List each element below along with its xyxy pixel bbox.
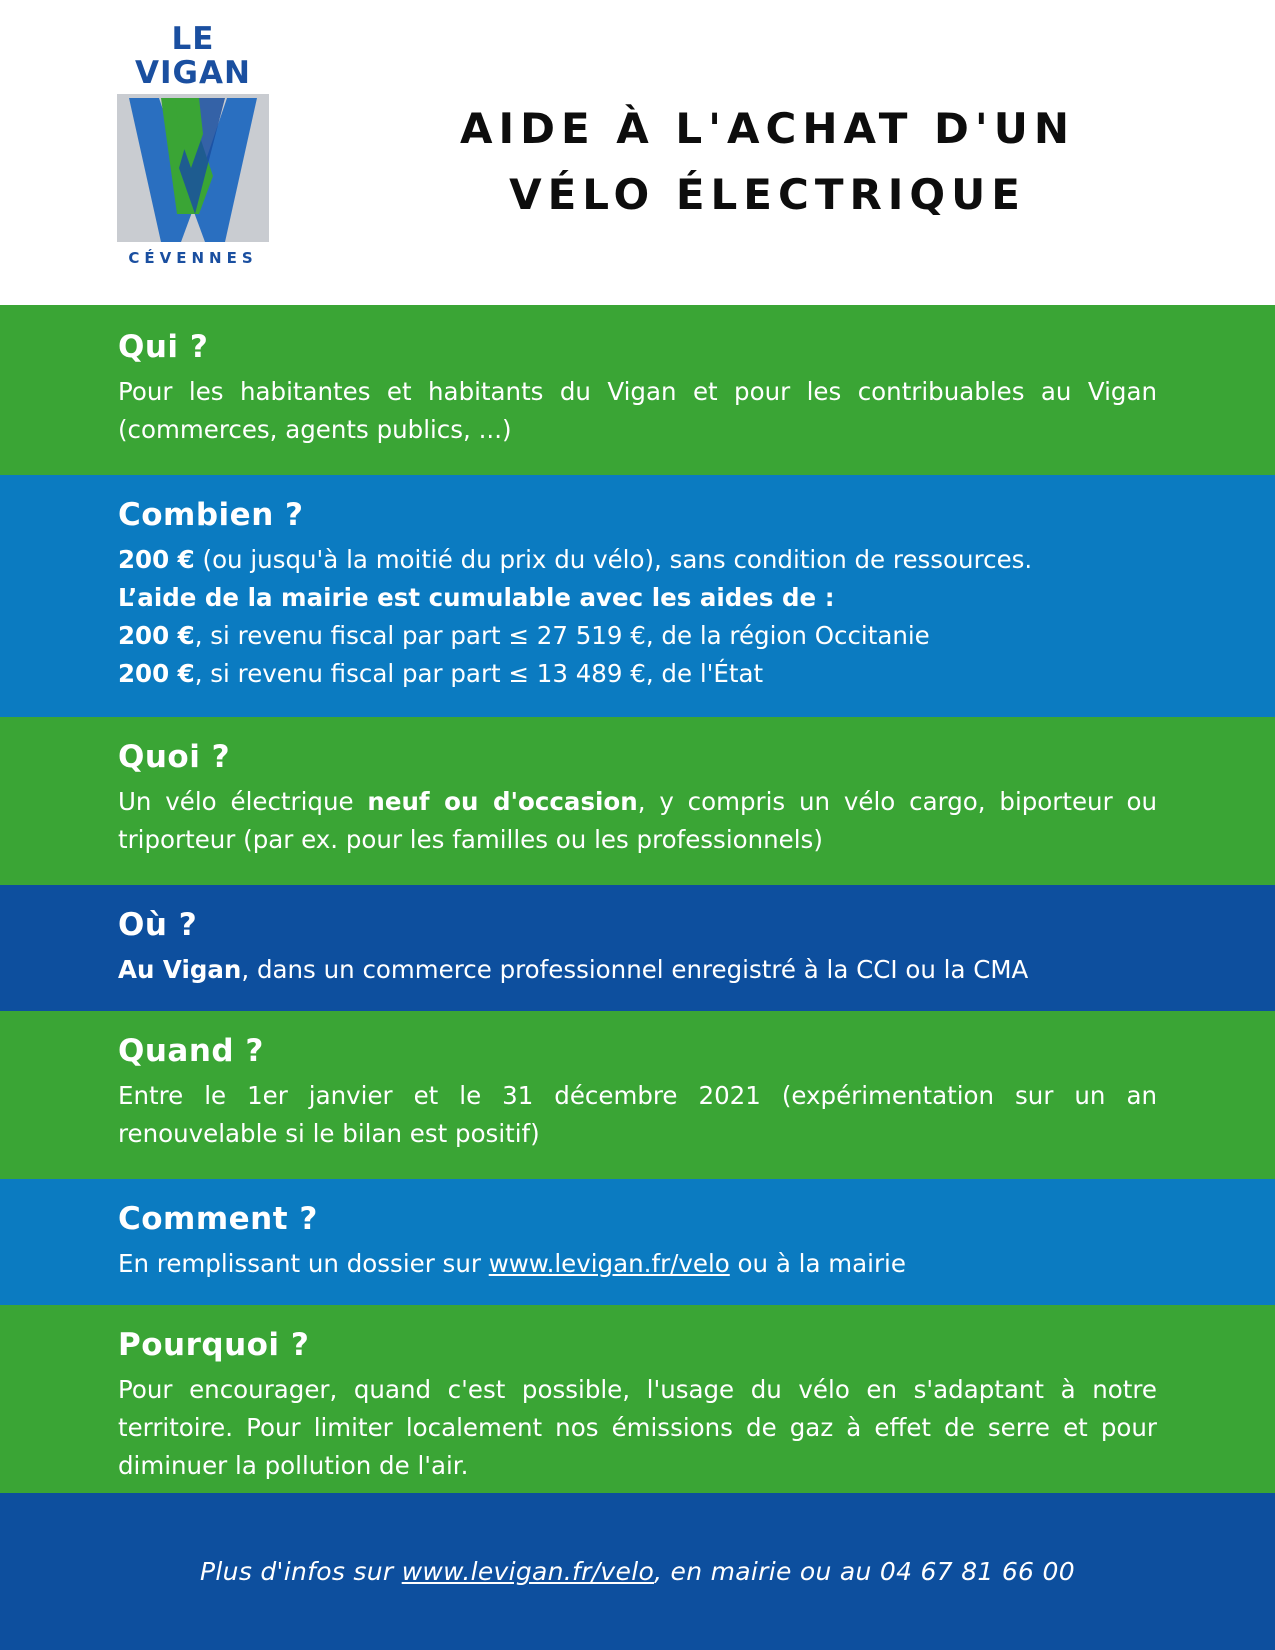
logo-mark [117,94,269,242]
logo-v-shapes [117,94,269,242]
section-comment-text [118,1245,1157,1283]
section-qui [0,305,1275,475]
page-title [300,96,1235,228]
quoi-text-after: , y compris un vélo cargo, biporteur ou triporteur (par ex. pour les familles ou les professionnels) [118,787,1157,854]
section-pourquoi [0,1305,1275,1525]
footer-text-after: , en mairie ou au 04 67 81 66 00 [654,1557,1075,1586]
comment-text-after: ou à la mairie [729,1249,906,1278]
section-qui-heading: Qui ? [118,329,209,365]
section-quand-text: Entre le 1er janvier et le 31 décembre 2021 (expérimentation sur un an renouvelable si le bilan est positif) [118,1081,1157,1148]
logo-word-text: LE VIGAN [135,21,251,91]
ou-emphasis: Au Vigan [118,955,242,984]
footer-text [200,1557,1075,1586]
combien-amount-2: 200 € [118,621,195,650]
section-comment-heading: Comment ? [118,1201,318,1237]
combien-amount-1: 200 € [118,545,195,574]
poster-header [0,0,1275,305]
section-combien-line-4 [118,655,1157,693]
section-quand-heading: Quand ? [118,1033,264,1069]
comment-link[interactable]: www.levigan.fr/velo [488,1249,730,1278]
section-combien-heading: Combien ? [118,497,304,533]
section-quand [0,1011,1275,1179]
section-pourquoi-text: Pour encourager, quand c'est possible, l'usage du vélo en s'adaptant à notre territoire. Pour limiter localement nos émissions de gaz à effet de serre et pour diminuer la pollution de l'air. [118,1375,1157,1480]
footer-text-before: Plus d'infos sur [200,1557,402,1586]
quoi-text-before: Un vélo électrique [118,787,368,816]
quoi-emphasis: neuf ou d'occasion [367,787,638,816]
poster-footer [0,1493,1275,1650]
combien-rest-3: , si revenu fiscal par part ≤ 13 489 €, de l'État [194,659,764,688]
section-quoi [0,717,1275,885]
section-ou-heading: Où ? [118,907,198,943]
section-combien-line-3 [118,617,1157,655]
section-quoi-heading: Quoi ? [118,739,231,775]
title-line-1: AIDE À L'ACHAT D'UN [459,104,1076,153]
section-combien-line-1 [118,541,1157,579]
title-line-2: VÉLO ÉLECTRIQUE [509,170,1026,219]
logo-wordmark [108,22,278,90]
section-pourquoi-heading: Pourquoi ? [118,1327,310,1363]
logo [108,21,278,267]
section-comment [0,1179,1275,1305]
combien-cumul-label: L’aide de la mairie est cumulable avec les aides de : [118,583,835,612]
combien-rest-1: (ou jusqu'à la moitié du prix du vélo), sans condition de ressources. [194,545,1033,574]
combien-rest-2: , si revenu fiscal par part ≤ 27 519 €, de la région Occitanie [194,621,930,650]
section-quoi-text [118,783,1157,859]
combien-amount-3: 200 € [118,659,195,688]
comment-text-before: En remplissant un dossier sur [118,1249,489,1278]
section-ou [0,885,1275,1011]
section-combien [0,475,1275,717]
section-ou-text [118,951,1157,989]
footer-link[interactable]: www.levigan.fr/velo [401,1557,655,1586]
logo-subtitle: CÉVENNES [128,249,258,267]
ou-text-after: , dans un commerce professionnel enregistré à la CCI ou la CMA [241,955,1029,984]
section-qui-text: Pour les habitantes et habitants du Vigan et pour les contribuables au Vigan (commerces, agents publics, ...) [118,377,1157,444]
section-combien-line-2 [118,579,1157,617]
